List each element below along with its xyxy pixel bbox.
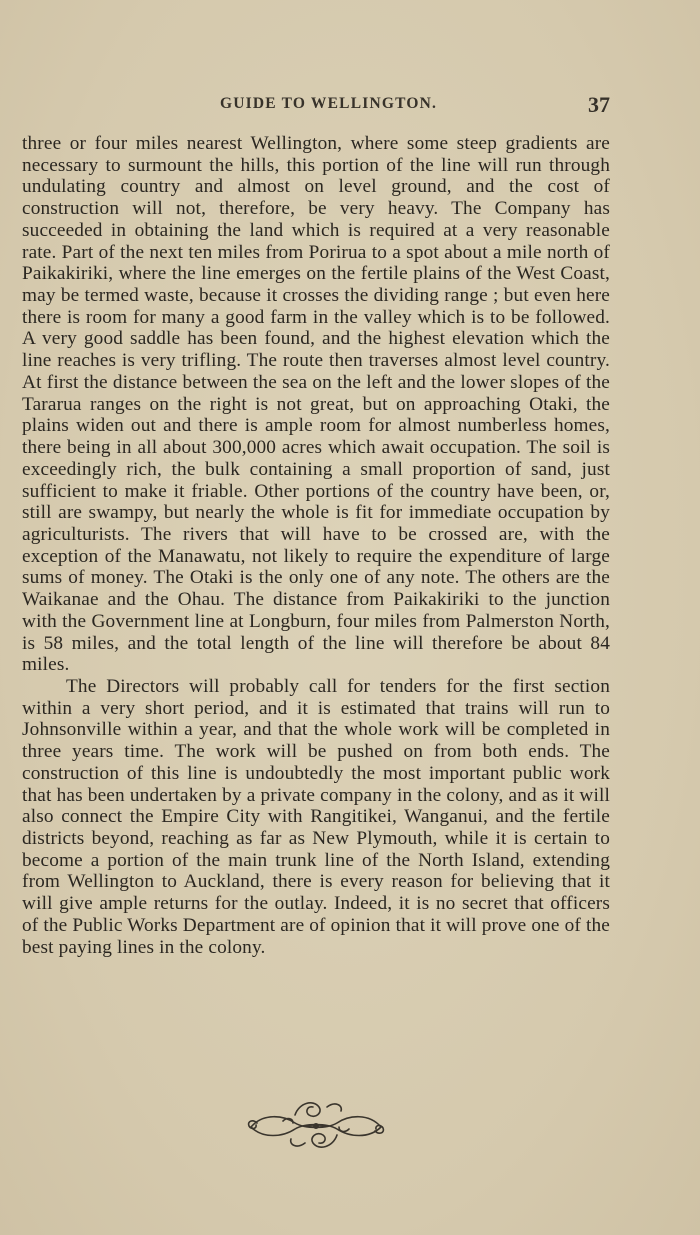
scroll-flourish-ornament-icon (243, 1093, 389, 1157)
paragraph-1: three or four miles nearest Wellington, where some steep gradients are necessary to surmount the hills, this portion of the line will run through undulating country and almost on level ground, and the cost of construction will not, therefore, be very heavy. The Company has succeeded in obtaining the land which is required at a very reasonable rate. Part of the next ten miles from Porirua to a spot about a mile north of Paikakiriki, where the line emerges on the fertile plains of the West Coast, may be termed waste, because it crosses the dividing range ; but even here there is room for many a good farm in the valley which is to be followed. A very good saddle has been found, and the highest elevation which the line reaches is very trifling. The route then traverses almost level country. At first the distance between the sea on the left and the lower slopes of the Tararua ranges on the right is not great, but on approaching Otaki, the plains widen out and there is ample room for almost numberless homes, there being in all about 300,000 acres which await occupation. The soil is exceedingly rich, the bulk containing a small proportion of sand, just sufficient to make it friable. Other portions of the country have been, or, still are swampy, but nearly the whole is fit for immediate occupation by agriculturists. The rivers that will have to be crossed are, with the exception of the Manawatu, not likely to require the expenditure of large sums of money. The Otaki is the only one of any note. The others are the Waikanae and the Ohau. The distance from Paikakiriki to the junction with the Government line at Longburn, four miles from Palmerston North, is 58 miles, and the total length of the line will therefore be about 84 miles. (22, 133, 610, 676)
page-header (22, 92, 610, 118)
body-text (22, 133, 610, 958)
page-number: 37 (588, 92, 610, 117)
running-title: GUIDE TO WELLINGTON. (220, 95, 438, 112)
paragraph-2: The Directors will probably call for tenders for the first section within a very short period, and it is estimated that trains will run to Johnsonville within a year, and that the whole work will be completed in three years time. The work will be pushed on from both ends. The construction of this line is undoubtedly the most important public work that has been undertaken by a private company in the colony, and as it will also connect the Empire City with Rangitikei, Wanganui, and the fertile districts beyond, reaching as far as New Plymouth, while it is certain to become a portion of the main trunk line of the North Island, extending from Wellington to Auckland, there is every reason for believing that it will give ample returns for the outlay. Indeed, it is no secret that officers of the Public Works Department are of opinion that it will prove one of the best paying lines in the colony. (22, 675, 610, 958)
